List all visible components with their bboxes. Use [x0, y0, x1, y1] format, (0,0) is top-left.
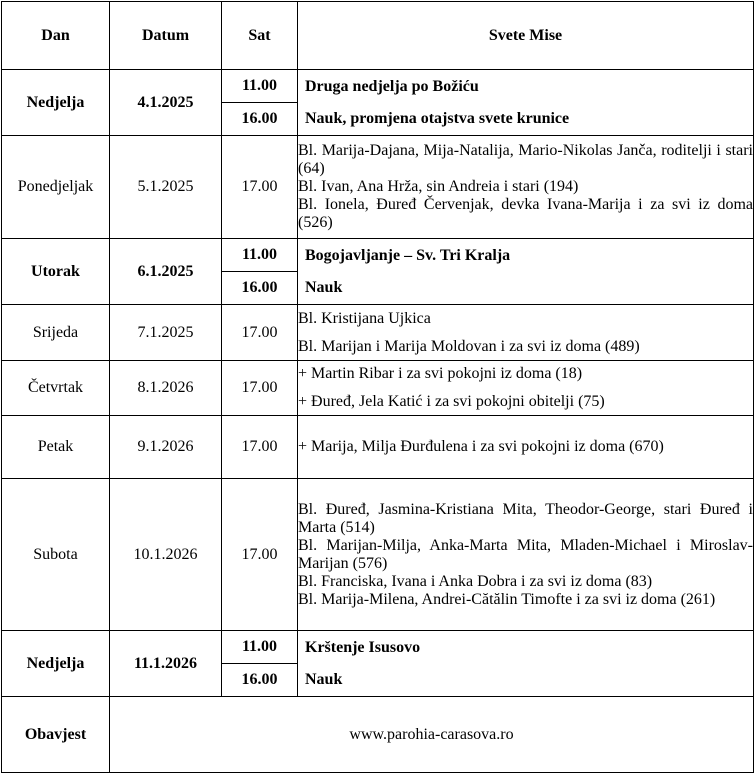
date-cell: 11.1.2026: [110, 631, 222, 697]
time-cell: [222, 239, 298, 305]
parish-website-link[interactable]: www.parohia-carasova.ro: [110, 697, 754, 773]
day-cell: Nedjelja: [2, 70, 110, 136]
mass-entry: Bl. Marijan-Milja, Anka-Marta Mita, Mladen-Michael i Miroslav-Marijan (576): [298, 536, 753, 572]
schedule-row: [2, 631, 754, 697]
mass-cell: [298, 631, 754, 697]
time-value: 16.00: [222, 102, 297, 135]
day-cell: Subota: [2, 479, 110, 631]
date-cell: 9.1.2026: [110, 416, 222, 479]
time-value: 11.00: [241, 77, 278, 94]
schedule-row: [2, 136, 754, 239]
mass-entry: Nauk: [305, 670, 343, 688]
mass-entry: Nauk, promjena otajstva svete krunice: [305, 109, 570, 127]
time-cell: 17.00: [222, 479, 298, 631]
mass-cell: [298, 305, 754, 361]
mass-entry: Bl. Đuređ, Jasmina-Kristiana Mita, Theodor-George, stari Đuređ i Marta (514): [298, 500, 753, 536]
mass-schedule-table: [1, 1, 754, 773]
schedule-row: [2, 416, 754, 479]
time-cell: 17.00: [222, 305, 298, 361]
note-label: Obavjest: [2, 697, 110, 773]
schedule-row: [2, 239, 754, 305]
schedule-row: [2, 305, 754, 361]
header-sat: Sat: [222, 2, 298, 70]
date-cell: 6.1.2025: [110, 239, 222, 305]
mass-entry: Bl. Ionela, Đuređ Červenjak, devka Ivana-Marija i za svi iz doma (526): [298, 196, 753, 231]
mass-entry: + Martin Ribar i za svi pokojni iz doma (18): [298, 365, 583, 382]
schedule-row: [2, 479, 754, 631]
day-cell: Srijeda: [2, 305, 110, 361]
schedule-row: [2, 70, 754, 136]
mass-cell: [298, 239, 754, 305]
header-dan: Dan: [2, 2, 110, 70]
schedule-row: [2, 361, 754, 416]
day-cell: Nedjelja: [2, 631, 110, 697]
mass-entry: Krštenje Isusovo: [305, 638, 421, 656]
header-svete-mise: Svete Mise: [298, 2, 754, 70]
date-cell: 8.1.2026: [110, 361, 222, 416]
mass-cell: [298, 416, 754, 479]
mass-entry: Bl. Ivan, Ana Hrža, sin Andreia i stari (194): [298, 178, 579, 195]
note-row: [2, 697, 754, 773]
date-cell: 4.1.2025: [110, 70, 222, 136]
mass-entry: Bl. Marija-Milena, Andrei-Cătălin Timofte i za svi iz doma (261): [298, 590, 716, 608]
mass-entry: Bl. Marijan i Marija Moldovan i za svi iz doma (489): [298, 337, 640, 355]
day-cell: Petak: [2, 416, 110, 479]
date-cell: 5.1.2025: [110, 136, 222, 239]
time-cell: 17.00: [222, 136, 298, 239]
date-cell: 7.1.2025: [110, 305, 222, 361]
mass-entry: Druga nedjelja po Božiću: [305, 77, 479, 95]
mass-entry: + Marija, Milja Đurđulena i za svi pokojni iz doma (670): [298, 438, 664, 455]
mass-entry: + Đuređ, Jela Katić i za svi pokojni obitelji (75): [298, 393, 605, 410]
time-cell: [222, 631, 298, 697]
day-cell: Ponedjeljak: [2, 136, 110, 239]
header-row: [2, 2, 754, 70]
mass-entry: Bl. Kristijana Ujkica: [298, 309, 431, 327]
time-cell: 17.00: [222, 416, 298, 479]
time-value: 11.00: [241, 246, 278, 263]
mass-entry: Bl. Marija-Dajana, Mija-Natalija, Mario-Nikolas Janča, roditelji i stari (64): [298, 142, 753, 177]
mass-cell: [298, 361, 754, 416]
mass-cell: [298, 70, 754, 136]
mass-cell: [298, 136, 754, 239]
time-value: 11.00: [241, 638, 278, 655]
header-datum: Datum: [110, 2, 222, 70]
time-cell: 17.00: [222, 361, 298, 416]
day-cell: Utorak: [2, 239, 110, 305]
date-cell: 10.1.2026: [110, 479, 222, 631]
day-cell: Četvrtak: [2, 361, 110, 416]
mass-entry: Bl. Franciska, Ivana i Anka Dobra i za svi iz doma (83): [298, 572, 653, 590]
mass-entry: Nauk: [305, 278, 343, 296]
time-value: 16.00: [222, 271, 297, 304]
mass-entry: Bogojavljanje – Sv. Tri Kralja: [305, 246, 511, 264]
time-cell: [222, 70, 298, 136]
mass-cell: [298, 479, 754, 631]
time-value: 16.00: [222, 663, 297, 696]
